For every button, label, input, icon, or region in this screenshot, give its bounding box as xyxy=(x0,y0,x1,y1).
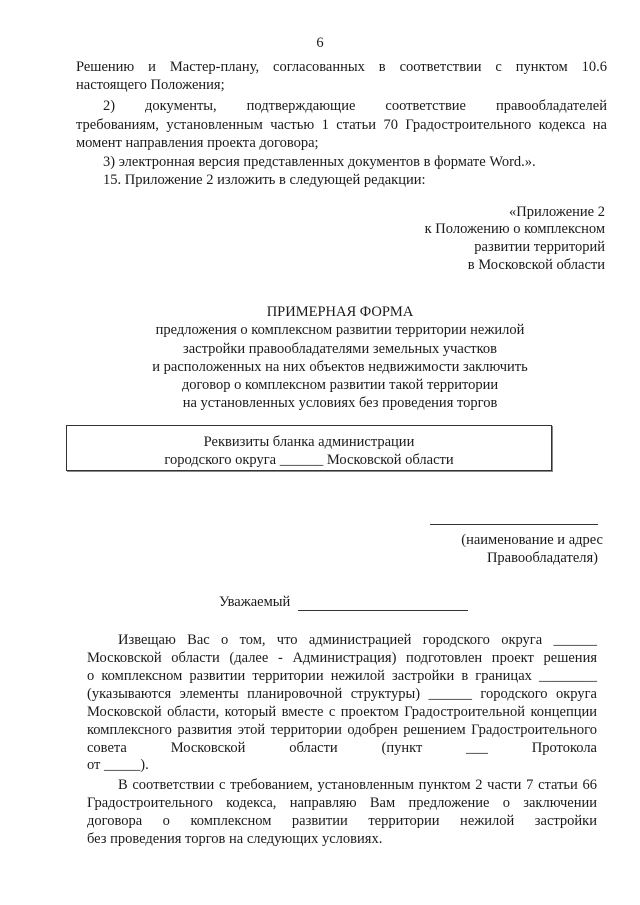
paragraph-line: 15. Приложение 2 изложить в следующей редакции: xyxy=(103,172,426,188)
paragraph-line: момент направления проекта договора; xyxy=(76,135,319,151)
form-subtitle-line: договор о комплексном развитии такой территории xyxy=(181,377,499,393)
paragraph-line: Решению и Мастер-плану, согласованных в соответствии с пунктом 10.6 xyxy=(76,59,607,75)
paragraph-line: настоящего Положения; xyxy=(76,77,225,93)
page-number: 6 xyxy=(316,35,324,51)
body-line: Московской области, который вместе с проектом Градостроительной концепции xyxy=(87,704,597,720)
form-subtitle-line: и расположенных на них объектов недвижимости заключить xyxy=(152,359,528,375)
body-line: без проведения торгов на следующих условиях. xyxy=(87,831,383,847)
body-line: совета Московской области (пункт ___ Протокола xyxy=(87,740,597,756)
body-line: (указываются элементы планировочной структуры) ______ городского округа xyxy=(87,686,597,702)
salutation-rule xyxy=(298,610,468,611)
appendix-line: в Московской области xyxy=(467,257,605,273)
paragraph-line: 2) документы, подтверждающие соответствие правообладателей xyxy=(103,98,607,114)
paragraph-line: 3) электронная версия представленных документов в формате Word.». xyxy=(103,154,536,170)
appendix-line: к Положению о комплексном xyxy=(424,221,605,237)
salutation: Уважаемый xyxy=(219,594,291,610)
appendix-heading: «Приложение 2 xyxy=(509,204,605,220)
requisites-line: городского округа ______ Московской области xyxy=(164,452,454,468)
body-line: В соответствии с требованием, установленным пунктом 2 части 7 статьи 66 xyxy=(118,777,597,793)
body-line: о комплексном развитии территории нежилой застройки в границах ________ xyxy=(87,668,597,684)
addressee-line: Правообладателя) xyxy=(486,550,598,566)
addressee-rule xyxy=(430,524,598,525)
form-title: ПРИМЕРНАЯ ФОРМА xyxy=(266,304,414,320)
body-line: от _____). xyxy=(87,757,149,773)
form-subtitle-line: застройки правообладателями земельных участков xyxy=(182,341,497,357)
body-line: Градостроительного кодекса, направляю Вам предложение о заключении xyxy=(87,795,597,811)
body-line: комплексного развития этой территории одобрен решением Градостроительного xyxy=(87,722,597,738)
body-line: договора о комплексном развитии территории нежилой застройки xyxy=(87,813,597,829)
form-subtitle-line: на установленных условиях без проведения торгов xyxy=(182,395,498,411)
appendix-line: развитии территорий xyxy=(474,239,605,255)
body-line: Московской области (далее - Администрация) подготовлен проект решения xyxy=(87,650,597,666)
paragraph-line: требованиям, установленным частью 1 статьи 70 Градостроительного кодекса на xyxy=(76,117,607,133)
form-subtitle-line: предложения о комплексном развитии территории нежилой xyxy=(155,322,525,338)
requisites-line: Реквизиты бланка администрации xyxy=(203,434,415,450)
addressee-line: (наименование и адрес xyxy=(461,532,603,548)
body-line: Извещаю Вас о том, что администрацией городского округа ______ xyxy=(118,632,597,648)
